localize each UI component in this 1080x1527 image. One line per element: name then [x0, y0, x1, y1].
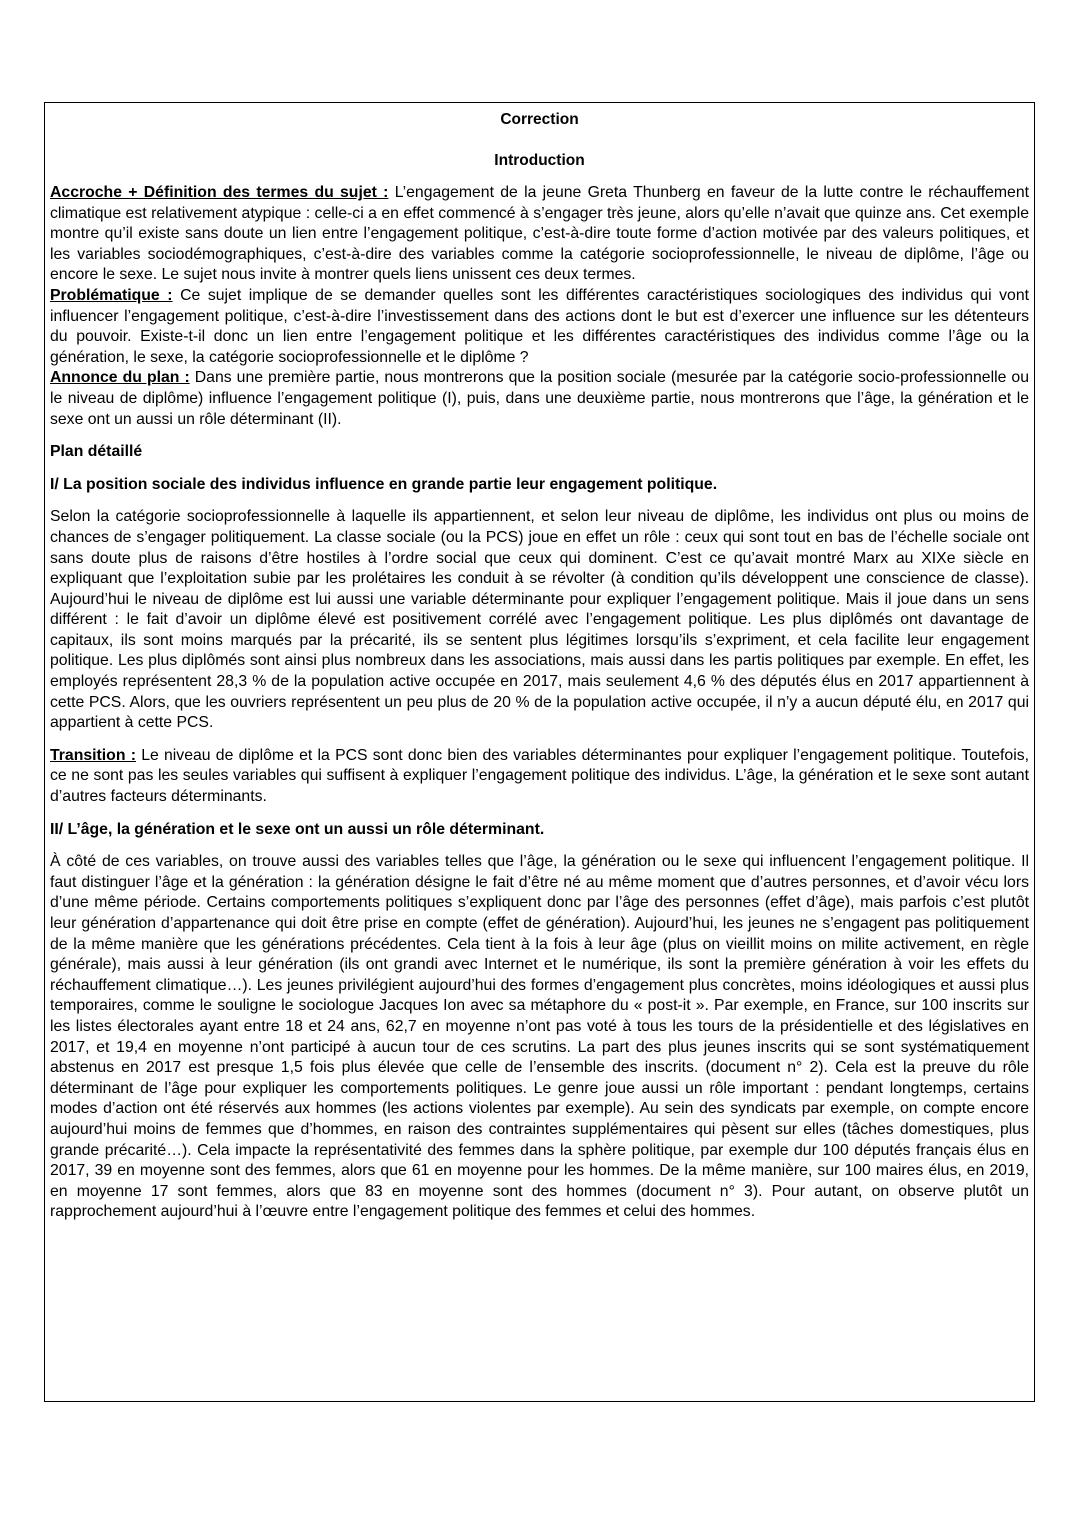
accroche-paragraph [50, 183, 1029, 286]
problematique-text: Ce sujet implique de se demander quelles sont les différentes caractéristiques sociologiques des individus qui vont influencer l’engagement politique, c’est-à-dire l’investissement dans des actions dont le but est d’exercer une influence sur les détenteurs du pouvoir. Existe-t-il donc un lien entre l’engagement politique et les différentes caractéristiques des individus comme l’âge ou la génération, le sexe, la catégorie socioprofessionnelle et le diplôme ? [50, 286, 1030, 366]
accroche-label: Accroche + Définition des termes du sujet : [50, 184, 389, 201]
correction-box [44, 102, 1035, 1402]
plan-heading: Plan détaillé [50, 443, 143, 461]
document-title: Correction [500, 111, 579, 128]
part2-heading: II/ L’âge, la génération et le sexe ont un aussi un rôle déterminant. [50, 820, 545, 838]
transition-label: Transition : [50, 746, 136, 764]
problematique-label: Problématique : [50, 286, 173, 304]
part1-paragraph: Selon la catégorie socioprofessionnelle à laquelle ils appartiennent, et selon leur niveau de diplôme, les individus ont plus ou moins de chances de s’engager politiquement. La classe sociale (ou la PCS) joue en effet un rôle : ceux qui sont tout en bas de l’échelle sociale ont sans doute plus de raisons d’être hostiles à l’ordre social que ceux qui dominent. C’est ce qu’avait montré Marx au XIXe siècle en expliquant que l’exploitation subie par les prolétaires les conduit à se révolter (à condition qu’ils développent une conscience de classe). Aujourd’hui le niveau de diplôme est lui aussi une variable déterminante pour expliquer l’engagement politique. Mais il joue dans un sens différent : le fait d’avoir un diplôme élevé est positivement corrélé avec l’engagement politique. Les plus diplômés ont davantage de capitaux, ils sont moins marqués par la précarité, ils se sentent plus légitimes lorsqu’ils s’expriment, et cela facilite leur engagement politique. Les plus diplômés sont ainsi plus nombreux dans les associations, mais aussi dans les partis politiques par exemple. En effet, les employés représentent 28,3 % de la population active occupée en 2017, mais seulement 4,6 % des députés élus en 2017 appartiennent à cette PCS. Alors, que les ouvriers représentent un peu plus de 20 % de la population active occupée, il n’y a aucun député élu, en 2017 qui appartient à cette PCS. [50, 508, 1029, 732]
problematique-paragraph [50, 286, 1029, 368]
annonce-text: Dans une première partie, nous montrerons que la position sociale (mesurée par la catégorie socio-professionnelle ou le niveau de diplôme) influence l’engagement politique (I), puis, dans une deuxième partie, nous montrerons que l’âge, la génération et le sexe ont un aussi un rôle déterminant (II). [50, 369, 1029, 428]
transition-paragraph [50, 746, 1029, 808]
accroche-text: L’engagement de la jeune Greta Thunberg en faveur de la lutte contre le réchauffement climatique est relativement atypique : celle-ci a en effet commencé à s’engager très jeune, alors qu’elle n’avait que quinze ans. Cet exemple montre qu’il existe sans doute un lien entre l’engagement politique, c’est-à-dire toute forme d’action motivée par des valeurs politiques, et les variables sociodémographiques, c’est-à-dire des variables comme la catégorie socioprofessionnelle, le niveau de diplôme, l’âge ou encore le sexe. Le sujet nous invite à montrer quels liens unissent ces deux termes. [50, 184, 1029, 284]
section-title-introduction: Introduction [494, 152, 585, 169]
part2-paragraph: À côté de ces variables, on trouve aussi des variables telles que l’âge, la génération ou le sexe qui influencent l’engagement politique. Il faut distinguer l’âge et la génération : la génération désigne le fait d’être né au même moment que d’autres personnes, et d’avoir vécu lors d’une même période. Certains comportements politiques s’expliquent donc par l’âge des personnes (effet d’âge), mais parfois c’est plutôt leur génération d’appartenance qui doit être prise en compte (effet de génération). Aujourd’hui, les jeunes ne s’engagent pas politiquement de la même manière que les générations précédentes. Cela tient à la fois à leur âge (plus on vieillit moins on milite activement, en règle générale), mais aussi à leur génération (ils ont grandi avec Internet et le numérique, ils sont la première génération à voir les effets du réchauffement climatique…). Les jeunes privilégient aujourd’hui des formes d’engagement plus concrètes, moins idéologiques et aussi plus temporaires, comme le souligne le sociologue Jacques Ion avec sa métaphore du « post-it ». Par exemple, en France, sur 100 inscrits sur les listes électorales ayant entre 18 et 24 ans, 62,7 en moyenne n’ont pas voté à tous les tours de la présidentielle et des législatives en 2017, et 19,4 en moyenne n’ont participé à aucun tour de ces scrutins. La part des plus jeunes inscrits qui se sont systématiquement abstenus en 2017 est presque 1,5 fois plus élevée que celle de l’ensemble des inscrits. (document n° 2). Cela est la preuve du rôle déterminant de l’âge pour expliquer les comportements politiques. Le genre joue aussi un rôle important : pendant longtemps, certains modes d’action ont été réservés aux hommes (les actions violentes par exemple). Au sein des syndicats par exemple, on compte encore aujourd’hui moins de femmes que d’hommes, en raison des contraintes supplémentaires qui pèsent sur elles (tâches domestiques, plus grande précarité…). Cela impacte la représentativité des femmes dans la sphère politique, par exemple dur 100 députés français élus en 2017, 39 en moyenne sont des femmes, alors que 61 en moyenne pour les hommes. De la même manière, sur 100 maires élus, en 2019, en moyenne 17 sont femmes, alors que 83 en moyenne sont des hommes (document n° 3). Pour autant, on observe plutôt un rapprochement aujourd’hui à l’œuvre entre l’engagement politique des femmes et celui des hommes. [50, 853, 1029, 1221]
transition-text: Le niveau de diplôme et la PCS sont donc bien des variables déterminantes pour expliquer l’engagement politique. Toutefois, ce ne sont pas les seules variables qui suffisent à expliquer l’engagement politique des individus. L’âge, la génération et le sexe sont autant d’autres facteurs déterminants. [50, 746, 1029, 806]
annonce-label: Annonce du plan : [50, 369, 190, 387]
part1-heading: I/ La position sociale des individus influence en grande partie leur engagement politique. [50, 475, 718, 493]
annonce-paragraph [50, 368, 1029, 430]
